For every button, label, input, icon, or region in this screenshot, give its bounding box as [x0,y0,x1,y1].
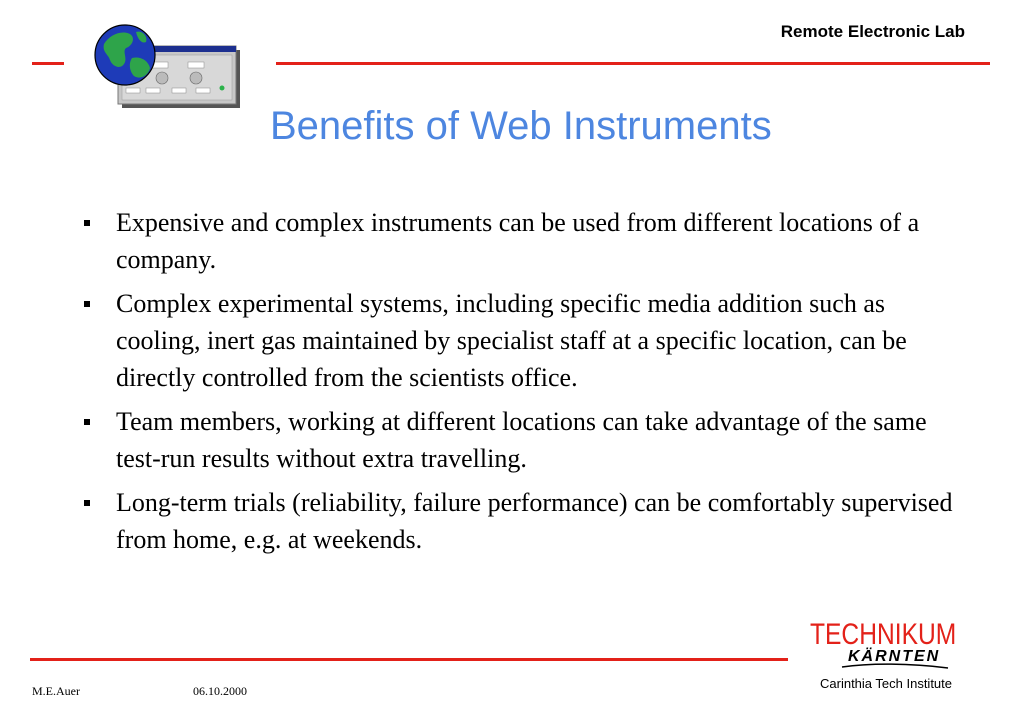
bullet-list [80,204,960,565]
footer-date: 06.10.2000 [193,684,247,698]
square-bullet-icon [84,301,90,307]
square-bullet-icon [84,220,90,226]
brand-subtitle: KÄRNTEN [848,648,941,665]
list-item [80,403,960,477]
footer-author: M.E.Auer [32,684,80,698]
bullet-text: Long-term trials (reliability, failure performance) can be comfortably supervised from home, e.g. at weekends. [116,488,953,554]
swash-underline-icon [840,662,950,672]
institute-name: Carinthia Tech Institute [820,676,952,691]
globe-with-instrument-window-icon [92,22,242,112]
top-rule-left [32,62,64,65]
bullet-text: Expensive and complex instruments can be used from different locations of a company. [116,208,920,274]
square-bullet-icon [84,500,90,506]
lab-title: Remote Electronic Lab [780,22,965,41]
technikum-logo [810,618,980,670]
bullet-text: Complex experimental systems, including specific media addition such as cooling, inert gas maintained by specialist staff at a specific location, can be directly controlled from the scientists office. [116,289,907,392]
slide-title: Benefits of Web Instruments [270,104,772,148]
top-rule-right [276,62,990,65]
list-item [80,285,960,396]
list-item [80,484,960,558]
bullet-text: Team members, working at different locations can take advantage of the same test-run results without extra travelling. [116,407,927,473]
list-item [80,204,960,278]
bottom-rule [30,658,788,661]
brand-wordmark: TECHNIKUM [810,618,957,651]
square-bullet-icon [84,419,90,425]
